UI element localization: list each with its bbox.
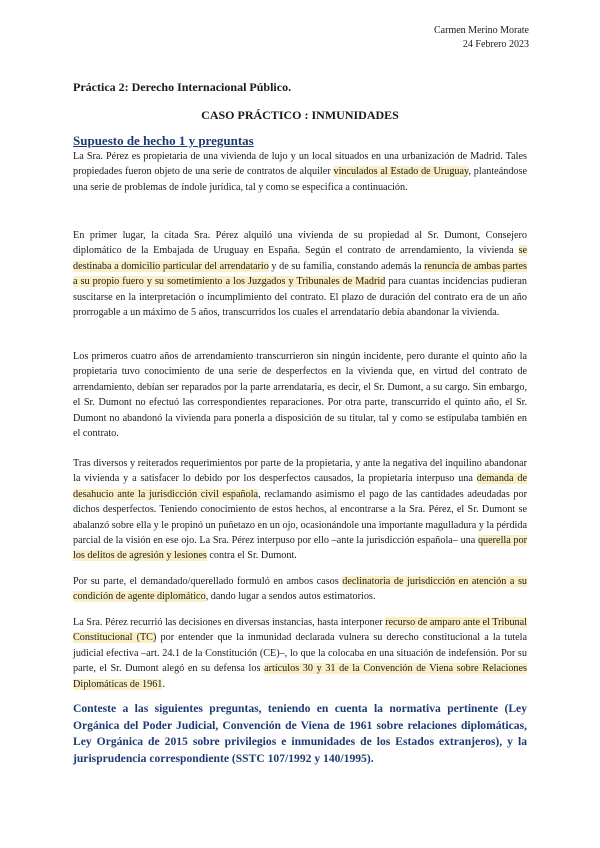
highlight: se destinaba a domicilio particular del arrendatario bbox=[73, 245, 527, 272]
highlight: vinculados al Estado de Uruguay bbox=[333, 166, 469, 178]
paragraph-5: Por su parte, el demandado/querellado formuló en ambos casos declinatoria de jurisdicción en atención a su condición de agente diplomático, dando lugar a sendos autos estimatorios. bbox=[73, 576, 528, 603]
paragraph-3: Los primeros cuatro años de arrendamiento transcurrieron sin ningún incidente, pero durante el quinto año la propietaria tuvo conocimiento de una serie de desperfectos en la vivienda que, en virtud del contrato de arrendamiento, debían ser reparados por la parte arrendataria, es decir, el Sr. Dumont, a su cargo. Sin embargo, el Sr. Dumont no efectuó las correspondientes reparaciones. Por otra parte, transcurrido el quinto año, el Sr. Dumont no abandonó la vivienda para ponerla a disposición de su titular, tal y como se estipulaba también en el contrato. bbox=[73, 351, 527, 440]
highlight: recurso de amparo ante el Tribunal Constitucional (TC) bbox=[73, 617, 527, 644]
author-name: Carmen Merino Morate bbox=[434, 25, 529, 36]
paragraph-6: La Sra. Pérez recurrió las decisiones en diversas instancias, hasta interponer recurso de amparo ante el Tribunal Constitucional (TC) por entender que la inmunidad declarada vulnera su derecho constitucional a la tutela judicial efectiva –art. 24.1 de la Constitución (CE)–, lo que la colocaba en una situación de indefensión. Por su parte, el Sr. Dumont alegó en su defensa los artículos 30 y 31 de la Convención de Viena sobre Relaciones Diplomáticas de 1961. bbox=[73, 617, 527, 690]
highlight: artículos 30 y 31 de la Convención de Viena sobre Relaciones Diplomáticas de 1961 bbox=[73, 663, 527, 690]
highlight: renuncia de ambas partes a su propio fuero y su sometimiento a los Juzgados y Tribunales de Madrid bbox=[73, 260, 527, 288]
practice-title: Práctica 2: Derecho Internacional Público. bbox=[73, 80, 292, 94]
highlight: demanda de desahucio ante la jurisdicción civil española bbox=[73, 473, 528, 500]
paragraph-4: Tras diversos y reiterados requerimientos por parte de la propietaria, y ante la negativa del inquilino abandonar la vivienda y a satisfacer lo debido por los desperfectos causados, la propietaria interpuso una demanda de desahucio ante la jurisdicción civil española, reclamando asimismo el pago de las cantidades adeudadas por dichos desperfectos. Teniendo conocimiento de estos hechos, al encontrarse a la Sra. Pérez, el Sr. Dumont se abalanzó sobre ella y le propinó un puñetazo en un ojo, ocasionándole una importante magulladura y la pérdida parcial de la visión en ese ojo. La Sra. Pérez interpuso por ello –ante la jurisdicción española– una querella por los delitos de agresión y lesiones contra el Sr. Dumont. bbox=[73, 458, 528, 562]
paragraph-2: En primer lugar, la citada Sra. Pérez alquiló una vivienda de su propiedad al Sr. Dumont, Consejero diplomático de la Embajada de Uruguay en España. Según el contrato de arrendamiento, la vivienda se destinaba a domicilio particular del arrendatario y de su familia, constando además la renuncia de ambas partes a su propio fuero y su sometimiento a los Juzgados y Tribunales de Madrid para cuantas incidencias pudieran suscitarse en la interpretación o incumplimiento del contrato. El plazo de duración del contrato era de un año prorrogable a un máximo de 5 años, transcurridos los cuales el arrendatario debía abandonar la vivienda. bbox=[73, 230, 528, 319]
highlight: declinatoria de jurisdicción en atención a su condición de agente diplomático bbox=[73, 576, 528, 603]
section-heading: Supuesto de hecho 1 y preguntas bbox=[73, 133, 254, 148]
case-title: CASO PRÁCTICO : INMUNIDADES bbox=[201, 108, 399, 122]
document-date: 24 Febrero 2023 bbox=[462, 39, 529, 50]
author-block bbox=[434, 24, 529, 52]
questions-instruction: Conteste a las siguientes preguntas, teniendo en cuenta la normativa pertinente (Ley Orgánica del Poder Judicial, Convención de Viena de 1961 sobre relaciones diplomáticas, Ley Orgánica de 2015 sobre privilegios e inmunidades de los Estados extranjeros), y la jurisprudencia correspondiente (SSTC 107/1992 y 140/1995). bbox=[73, 702, 527, 765]
highlight: querella por los delitos de agresión y lesiones bbox=[73, 535, 528, 562]
paragraph-1: La Sra. Pérez es propietaria de una vivienda de lujo y un local situados en una urbanización de Madrid. Tales propiedades fueron objeto de una serie de contratos de alquiler vinculados al Estado de Uruguay, planteándose una serie de problemas de índole jurídica, tal y como se especifica a continuación. bbox=[73, 151, 527, 193]
